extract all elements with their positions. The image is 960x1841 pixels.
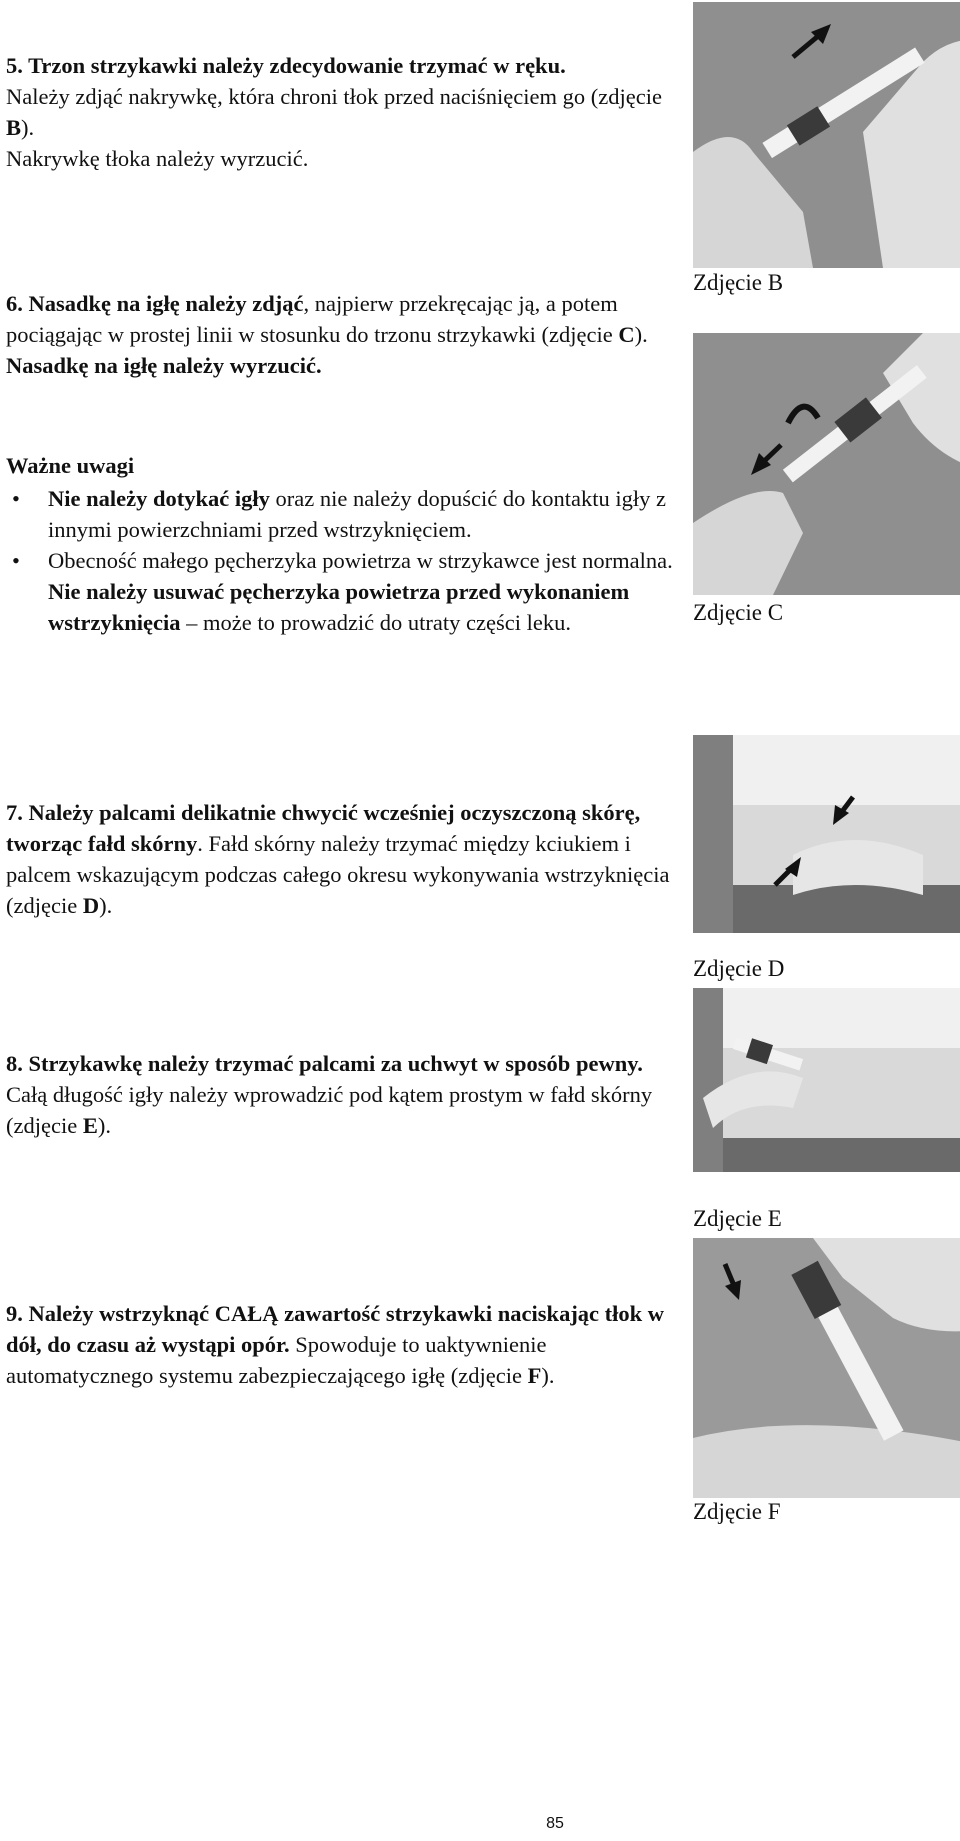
bullet-icon: •	[12, 486, 20, 511]
photo-b	[693, 2, 960, 268]
caption-photo-b: Zdjęcie B	[693, 270, 784, 295]
note-item-2: • Obecność małego pęcherzyka powietrza w strzykawce jest normalna. Nie należy usuwać pęcherzyka powietrza przed wykonaniem wstrzyknięcia – może to prowadzić do utraty części leku.	[6, 545, 686, 638]
step-7	[6, 797, 686, 921]
step-6	[6, 288, 686, 381]
step-8-text: Całą długość igły należy wprowadzić pod kątem prostym w fałd skórny (zdjęcie E).	[6, 1082, 653, 1138]
step-6-text: 6. Nasadkę na igłę należy zdjąć, najpierw przekręcając ją, a potem pociągając w prostej linii w stosunku do trzonu strzykawki (zdjęcie C).	[6, 291, 648, 347]
caption-photo-e: Zdjęcie E	[693, 1206, 782, 1231]
step-6-discard: Nasadkę na igłę należy wyrzucić.	[6, 353, 322, 378]
step-9-text: 9. Należy wstrzyknąć CAŁĄ zawartość strzykawki naciskając tłok w dół, do czasu aż wystąpi opór. Spowoduje to uaktywnienie automatycznego systemu zabezpieczającego igłę (zdjęcie F).	[6, 1301, 665, 1388]
step-5	[6, 50, 686, 174]
photo-d	[693, 735, 960, 933]
note-item-1: • Nie należy dotykać igły oraz nie należy dopuścić do kontaktu igły z innymi powierzchniami przed wstrzyknięciem.	[6, 483, 686, 545]
photo-c	[693, 333, 960, 595]
photo-e	[693, 988, 960, 1172]
step-9	[6, 1298, 686, 1391]
photo-f	[693, 1238, 960, 1498]
page-number: 85	[546, 1815, 564, 1832]
step-8	[6, 1048, 686, 1141]
step-5-discard: Nakrywkę tłoka należy wyrzucić.	[6, 146, 309, 171]
notes-list	[6, 483, 686, 638]
photo-e-image	[693, 988, 960, 1172]
step-5-heading: 5. Trzon strzykawki należy zdecydowanie trzymać w ręku.	[6, 53, 566, 78]
photo-f-image	[693, 1238, 960, 1498]
caption-photo-c: Zdjęcie C	[693, 600, 784, 625]
caption-photo-f: Zdjęcie F	[693, 1499, 781, 1524]
important-notes	[6, 450, 686, 638]
bullet-icon: •	[12, 548, 20, 573]
notes-heading: Ważne uwagi	[6, 453, 135, 478]
photo-b-image	[693, 2, 960, 268]
photo-d-image	[693, 735, 960, 933]
step-5-text: Należy zdjąć nakrywkę, która chroni tłok przed naciśnięciem go (zdjęcie B).	[6, 84, 662, 140]
photo-c-image	[693, 333, 960, 595]
caption-photo-d: Zdjęcie D	[693, 956, 785, 981]
step-7-text: 7. Należy palcami delikatnie chwycić wcześniej oczyszczoną skórę, tworząc fałd skórny. Fałd skórny należy trzymać między kciukiem i palcem wskazującym podczas całego okresu wykonywania wstrzyknięcia (zdjęcie D).	[6, 800, 670, 918]
step-8-heading: 8. Strzykawkę należy trzymać palcami za uchwyt w sposób pewny.	[6, 1051, 643, 1076]
